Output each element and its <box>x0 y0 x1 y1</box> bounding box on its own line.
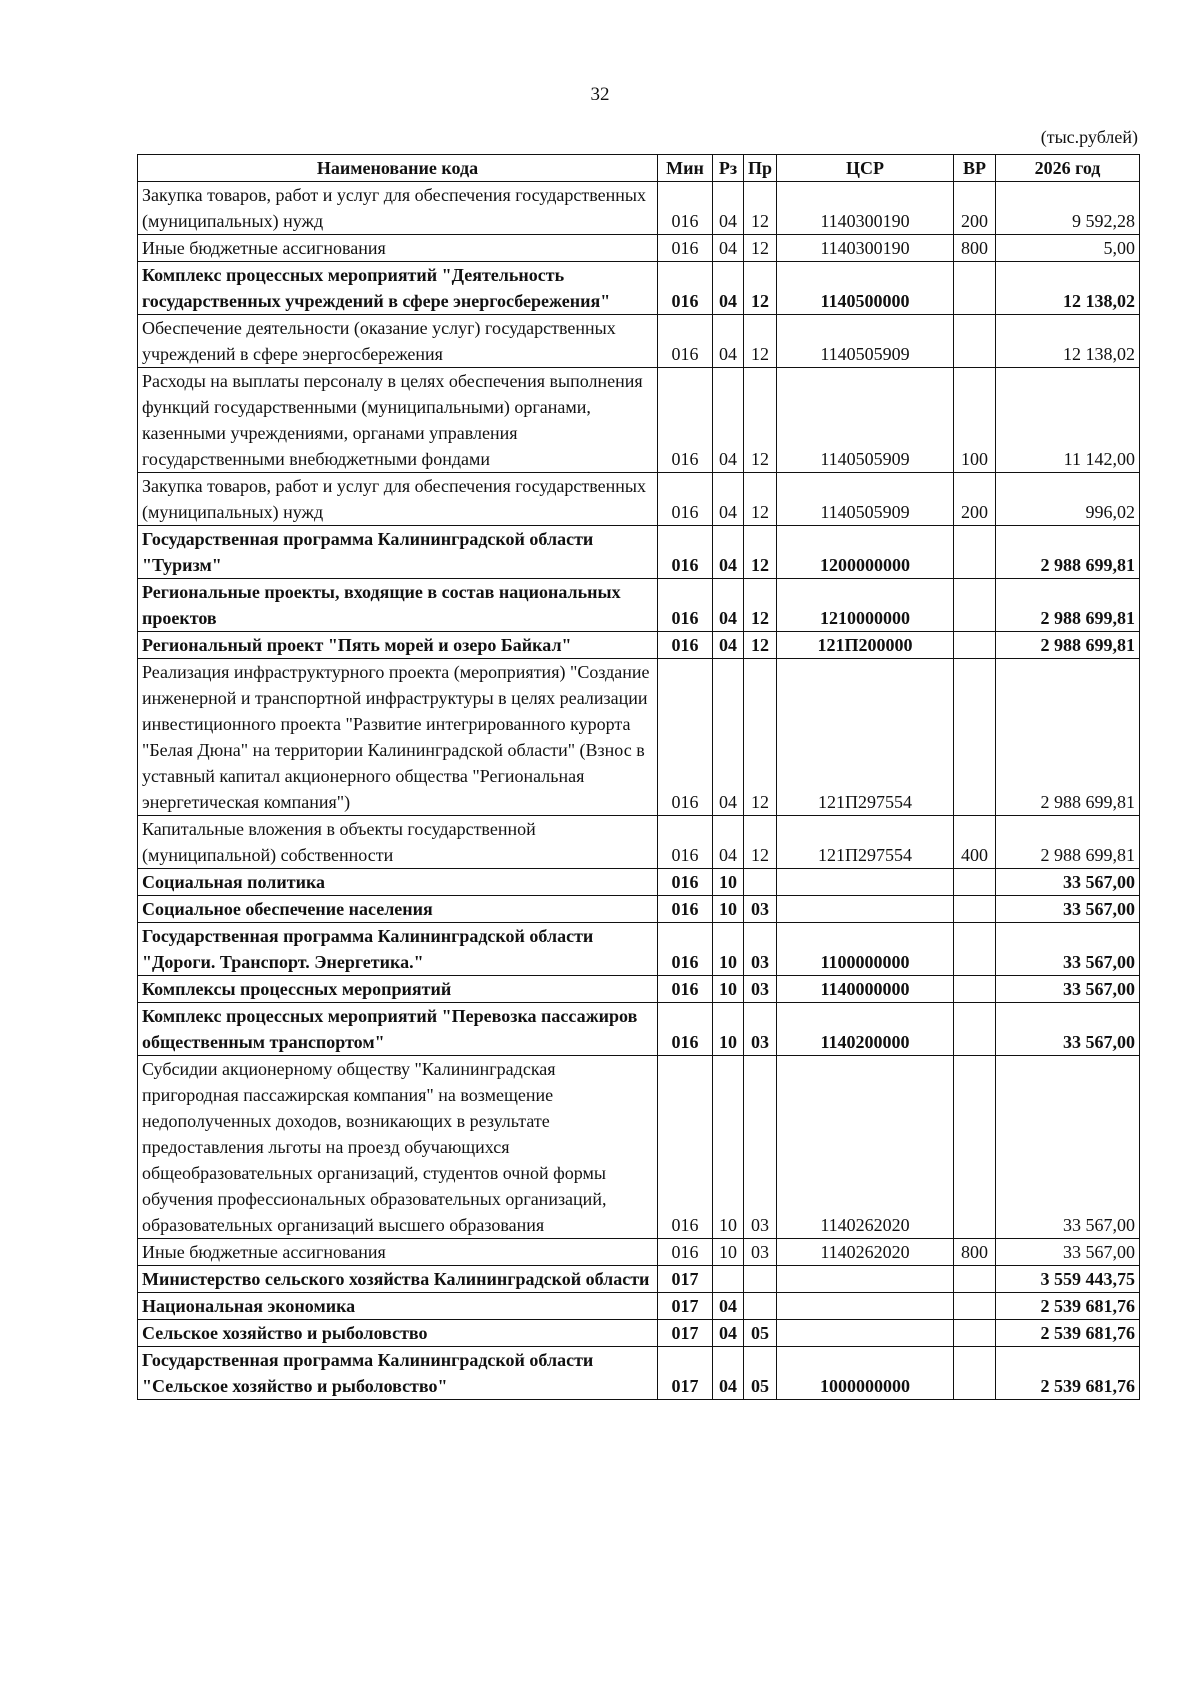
cell-pr: 05 <box>744 1320 777 1347</box>
units-label: (тыс.рублей) <box>1040 127 1138 147</box>
cell-rz: 04 <box>713 526 744 579</box>
cell-csr: 1000000000 <box>777 1347 954 1400</box>
cell-csr <box>777 1320 954 1347</box>
cell-pr: 12 <box>744 579 777 632</box>
cell-rz: 04 <box>713 632 744 659</box>
cell-rz: 04 <box>713 315 744 368</box>
cell-amount: 33 567,00 <box>996 1239 1140 1266</box>
cell-min: 016 <box>658 368 713 473</box>
cell-vr <box>954 659 996 816</box>
cell-rz: 10 <box>713 896 744 923</box>
cell-amount: 33 567,00 <box>996 869 1140 896</box>
cell-min: 016 <box>658 869 713 896</box>
cell-pr: 03 <box>744 1003 777 1056</box>
header-min: Мин <box>658 155 713 182</box>
cell-vr <box>954 896 996 923</box>
cell-name: Реализация инфраструктурного проекта (мероприятия) "Создание инженерной и транспортной инфраструктуры в целях реализации инвестиционного проекта "Развитие интегрированного курорта "Белая Дюна" на территории Калининградской области" (Взнос в уставный капитал акционерного общества "Региональная энергетическая компания") <box>138 659 658 816</box>
cell-rz: 04 <box>713 816 744 869</box>
cell-name: Министерство сельского хозяйства Калининградской области <box>138 1266 658 1293</box>
cell-pr: 12 <box>744 526 777 579</box>
table-row <box>138 1293 1140 1320</box>
table-row <box>138 976 1140 1003</box>
cell-pr <box>744 869 777 896</box>
cell-min: 016 <box>658 896 713 923</box>
cell-csr: 1140300190 <box>777 235 954 262</box>
cell-csr: 121П297554 <box>777 816 954 869</box>
budget-table <box>137 154 1140 1400</box>
cell-vr <box>954 976 996 1003</box>
table-row <box>138 1320 1140 1347</box>
cell-name: Комплексы процессных мероприятий <box>138 976 658 1003</box>
cell-name: Региональный проект "Пять морей и озеро Байкал" <box>138 632 658 659</box>
cell-vr: 400 <box>954 816 996 869</box>
cell-name: Государственная программа Калининградской области "Сельское хозяйство и рыболовство" <box>138 1347 658 1400</box>
cell-amount: 2 988 699,81 <box>996 816 1140 869</box>
cell-csr: 1140505909 <box>777 473 954 526</box>
cell-min: 016 <box>658 1003 713 1056</box>
table-row <box>138 1347 1140 1400</box>
header-csr: ЦСР <box>777 155 954 182</box>
cell-pr <box>744 1293 777 1320</box>
cell-name: Социальное обеспечение населения <box>138 896 658 923</box>
cell-vr: 800 <box>954 235 996 262</box>
header-rz: Рз <box>713 155 744 182</box>
table-row <box>138 526 1140 579</box>
table-row <box>138 659 1140 816</box>
cell-rz: 04 <box>713 1347 744 1400</box>
cell-rz: 10 <box>713 976 744 1003</box>
table-row <box>138 473 1140 526</box>
cell-amount: 33 567,00 <box>996 1003 1140 1056</box>
cell-min: 016 <box>658 315 713 368</box>
cell-csr <box>777 869 954 896</box>
header-vr: ВР <box>954 155 996 182</box>
cell-min: 017 <box>658 1347 713 1400</box>
cell-rz: 04 <box>713 1320 744 1347</box>
cell-rz: 04 <box>713 182 744 235</box>
cell-name: Закупка товаров, работ и услуг для обеспечения государственных (муниципальных) нужд <box>138 182 658 235</box>
cell-name: Национальная экономика <box>138 1293 658 1320</box>
cell-pr: 12 <box>744 473 777 526</box>
cell-vr <box>954 262 996 315</box>
cell-pr: 12 <box>744 182 777 235</box>
cell-min: 016 <box>658 526 713 579</box>
cell-csr: 121П200000 <box>777 632 954 659</box>
cell-csr <box>777 896 954 923</box>
cell-csr: 121П297554 <box>777 659 954 816</box>
cell-min: 016 <box>658 473 713 526</box>
cell-csr: 1210000000 <box>777 579 954 632</box>
cell-min: 016 <box>658 923 713 976</box>
cell-pr: 12 <box>744 262 777 315</box>
cell-rz: 10 <box>713 1003 744 1056</box>
table-row <box>138 1056 1140 1239</box>
cell-amount: 2 539 681,76 <box>996 1293 1140 1320</box>
cell-pr: 12 <box>744 816 777 869</box>
cell-pr: 03 <box>744 976 777 1003</box>
cell-min: 016 <box>658 262 713 315</box>
cell-amount: 12 138,02 <box>996 315 1140 368</box>
cell-csr <box>777 1293 954 1320</box>
cell-min: 016 <box>658 235 713 262</box>
cell-amount: 2 539 681,76 <box>996 1347 1140 1400</box>
cell-min: 016 <box>658 816 713 869</box>
table-row <box>138 1239 1140 1266</box>
cell-amount: 2 988 699,81 <box>996 579 1140 632</box>
cell-amount: 5,00 <box>996 235 1140 262</box>
cell-pr: 03 <box>744 896 777 923</box>
cell-csr: 1200000000 <box>777 526 954 579</box>
cell-amount: 11 142,00 <box>996 368 1140 473</box>
cell-vr <box>954 1347 996 1400</box>
table-row <box>138 368 1140 473</box>
cell-rz: 10 <box>713 923 744 976</box>
table-row <box>138 869 1140 896</box>
cell-rz: 10 <box>713 869 744 896</box>
cell-vr: 100 <box>954 368 996 473</box>
cell-name: Региональные проекты, входящие в состав национальных проектов <box>138 579 658 632</box>
cell-vr <box>954 1003 996 1056</box>
cell-amount: 2 988 699,81 <box>996 632 1140 659</box>
cell-amount: 3 559 443,75 <box>996 1266 1140 1293</box>
cell-amount: 12 138,02 <box>996 262 1140 315</box>
cell-min: 016 <box>658 659 713 816</box>
table-row <box>138 816 1140 869</box>
cell-pr: 03 <box>744 1056 777 1239</box>
cell-vr <box>954 632 996 659</box>
cell-rz: 10 <box>713 1056 744 1239</box>
table-row <box>138 262 1140 315</box>
cell-amount: 2 988 699,81 <box>996 659 1140 816</box>
cell-name: Закупка товаров, работ и услуг для обеспечения государственных (муниципальных) нужд <box>138 473 658 526</box>
cell-rz: 10 <box>713 1239 744 1266</box>
cell-min: 017 <box>658 1293 713 1320</box>
cell-rz: 04 <box>713 473 744 526</box>
cell-amount: 2 988 699,81 <box>996 526 1140 579</box>
header-pr: Пр <box>744 155 777 182</box>
table-row <box>138 923 1140 976</box>
table-row <box>138 632 1140 659</box>
cell-amount: 33 567,00 <box>996 923 1140 976</box>
cell-name: Расходы на выплаты персоналу в целях обеспечения выполнения функций государственными (муниципальными) органами, казенными учреждениями, органами управления государственными внебюджетными фондами <box>138 368 658 473</box>
cell-vr: 200 <box>954 182 996 235</box>
cell-rz: 04 <box>713 579 744 632</box>
cell-name: Капитальные вложения в объекты государственной (муниципальной) собственности <box>138 816 658 869</box>
cell-pr: 12 <box>744 315 777 368</box>
cell-min: 016 <box>658 976 713 1003</box>
cell-name: Социальная политика <box>138 869 658 896</box>
table-row <box>138 1266 1140 1293</box>
cell-csr: 1140300190 <box>777 182 954 235</box>
cell-vr <box>954 1056 996 1239</box>
cell-csr: 1100000000 <box>777 923 954 976</box>
table-header-row <box>138 155 1140 182</box>
cell-rz <box>713 1266 744 1293</box>
cell-rz: 04 <box>713 235 744 262</box>
cell-amount: 9 592,28 <box>996 182 1140 235</box>
cell-vr <box>954 1293 996 1320</box>
cell-csr: 1140505909 <box>777 368 954 473</box>
cell-min: 016 <box>658 182 713 235</box>
cell-amount: 33 567,00 <box>996 896 1140 923</box>
cell-pr: 03 <box>744 1239 777 1266</box>
cell-vr <box>954 526 996 579</box>
cell-csr: 1140505909 <box>777 315 954 368</box>
cell-amount: 996,02 <box>996 473 1140 526</box>
cell-vr <box>954 1266 996 1293</box>
table-row <box>138 1003 1140 1056</box>
cell-rz: 04 <box>713 659 744 816</box>
cell-pr: 05 <box>744 1347 777 1400</box>
cell-vr <box>954 869 996 896</box>
header-name: Наименование кода <box>138 155 658 182</box>
cell-rz: 04 <box>713 262 744 315</box>
cell-min: 017 <box>658 1320 713 1347</box>
table-row <box>138 235 1140 262</box>
cell-vr <box>954 1320 996 1347</box>
cell-name: Обеспечение деятельности (оказание услуг) государственных учреждений в сфере энергосбережения <box>138 315 658 368</box>
cell-name: Государственная программа Калининградской области "Туризм" <box>138 526 658 579</box>
cell-csr: 1140200000 <box>777 1003 954 1056</box>
cell-min: 017 <box>658 1266 713 1293</box>
cell-pr: 12 <box>744 632 777 659</box>
cell-csr: 1140262020 <box>777 1239 954 1266</box>
cell-min: 016 <box>658 1239 713 1266</box>
cell-amount: 33 567,00 <box>996 1056 1140 1239</box>
cell-amount: 2 539 681,76 <box>996 1320 1140 1347</box>
header-year: 2026 год <box>996 155 1140 182</box>
table-row <box>138 182 1140 235</box>
cell-pr: 03 <box>744 923 777 976</box>
cell-min: 016 <box>658 632 713 659</box>
cell-vr <box>954 579 996 632</box>
cell-vr <box>954 315 996 368</box>
table-row <box>138 579 1140 632</box>
cell-name: Субсидии акционерному обществу "Калининградская пригородная пассажирская компания" на возмещение недополученных доходов, возникающих в результате предоставления льготы на проезд обучающихся общеобразовательных организаций, студентов очной формы обучения профессиональных образовательных организаций, образовательных организаций высшего образования <box>138 1056 658 1239</box>
cell-name: Комплекс процессных мероприятий "Деятельность государственных учреждений в сфере энергосбережения" <box>138 262 658 315</box>
cell-csr: 1140500000 <box>777 262 954 315</box>
cell-csr: 1140000000 <box>777 976 954 1003</box>
cell-min: 016 <box>658 1056 713 1239</box>
cell-amount: 33 567,00 <box>996 976 1140 1003</box>
cell-vr <box>954 923 996 976</box>
cell-pr <box>744 1266 777 1293</box>
cell-name: Сельское хозяйство и рыболовство <box>138 1320 658 1347</box>
cell-pr: 12 <box>744 368 777 473</box>
cell-min: 016 <box>658 579 713 632</box>
cell-name: Иные бюджетные ассигнования <box>138 1239 658 1266</box>
page-number: 32 <box>590 84 610 105</box>
cell-csr: 1140262020 <box>777 1056 954 1239</box>
table-row <box>138 896 1140 923</box>
cell-csr <box>777 1266 954 1293</box>
table-row <box>138 315 1140 368</box>
cell-vr: 200 <box>954 473 996 526</box>
cell-vr: 800 <box>954 1239 996 1266</box>
cell-name: Иные бюджетные ассигнования <box>138 235 658 262</box>
cell-name: Комплекс процессных мероприятий "Перевозка пассажиров общественным транспортом" <box>138 1003 658 1056</box>
cell-name: Государственная программа Калининградской области "Дороги. Транспорт. Энергетика." <box>138 923 658 976</box>
cell-pr: 12 <box>744 659 777 816</box>
cell-rz: 04 <box>713 1293 744 1320</box>
cell-rz: 04 <box>713 368 744 473</box>
cell-pr: 12 <box>744 235 777 262</box>
